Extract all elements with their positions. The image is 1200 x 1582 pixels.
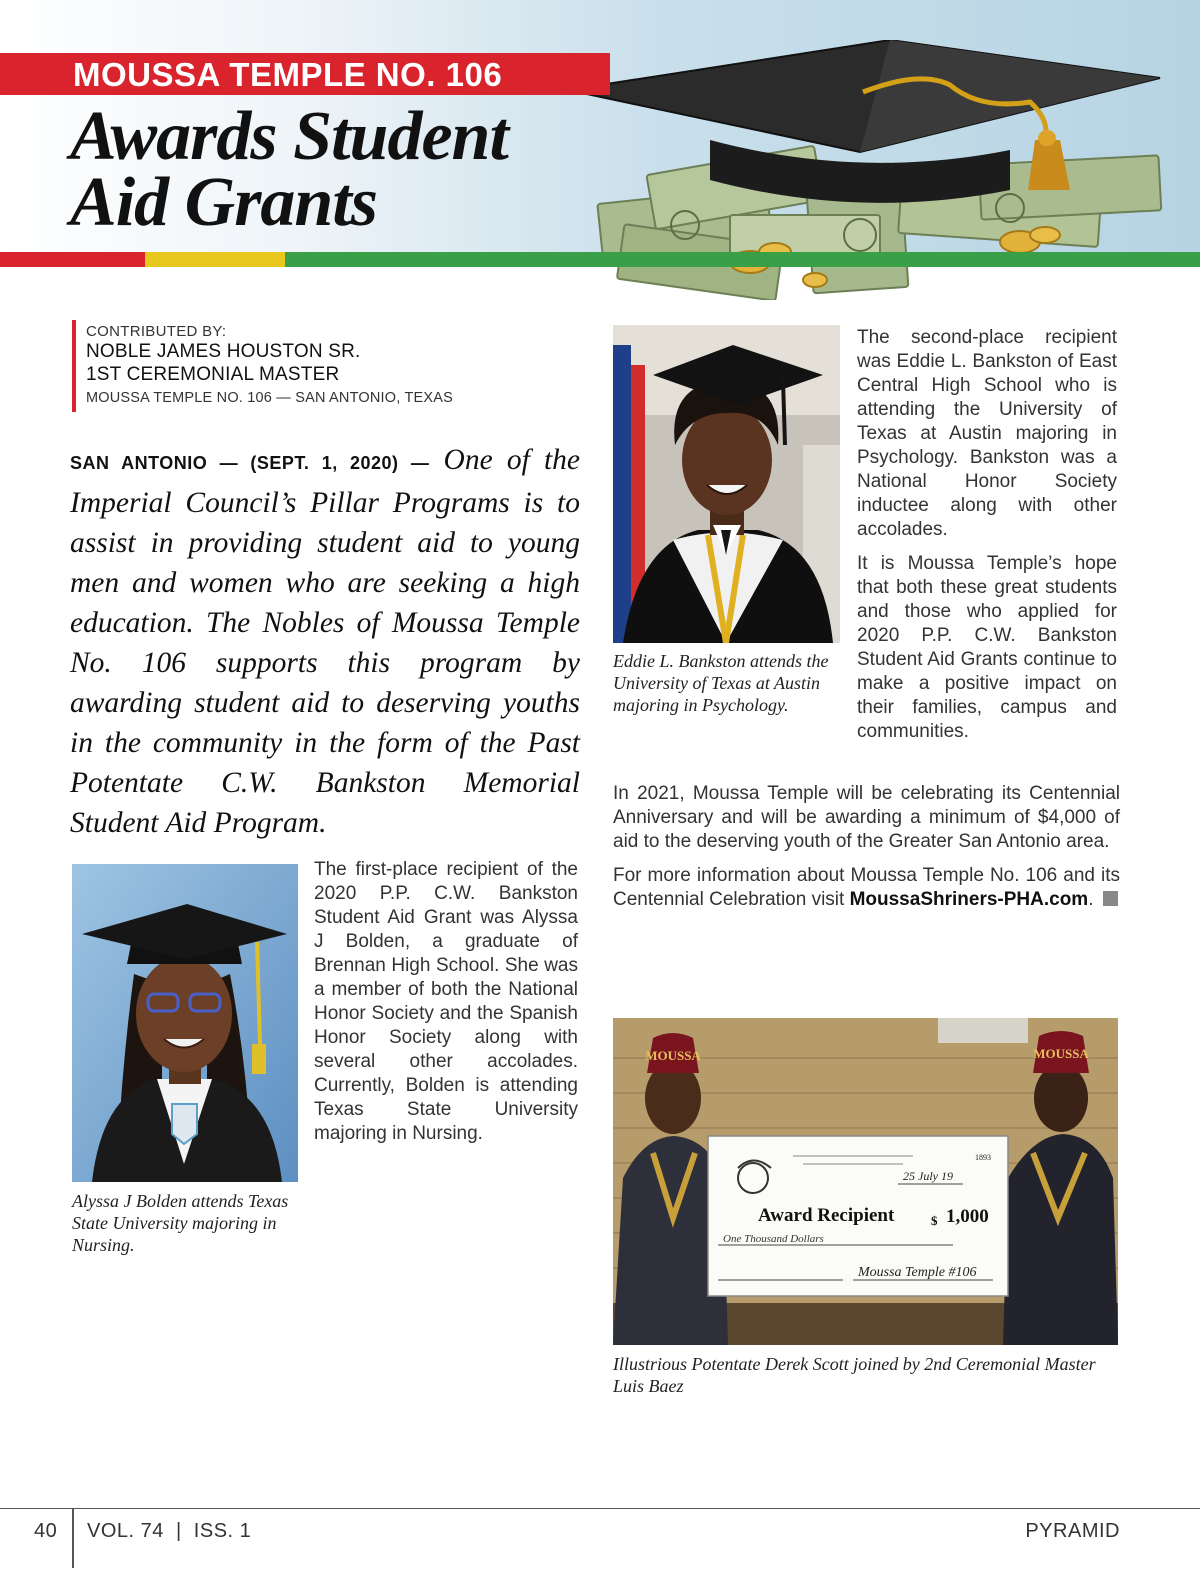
fez-text-right: MOUSSA xyxy=(1033,1046,1089,1061)
check-date: 25 July 19 xyxy=(903,1169,953,1183)
check-number: 1893 xyxy=(975,1153,991,1162)
column-right-wide xyxy=(613,782,1120,912)
red-stripe xyxy=(0,252,145,267)
paragraph-2021: In 2021, Moussa Temple will be celebrating its Centennial Anniversary and will be awarding a minimum of $4,000 of aid to the deserving youth of the Greater San Antonio area. xyxy=(613,783,1120,852)
contributor-byline xyxy=(72,320,453,412)
photo-check-presentation xyxy=(613,1018,1118,1345)
byline-role: 1ST CEREMONIAL MASTER xyxy=(86,364,340,385)
end-mark xyxy=(1103,891,1118,906)
lead-paragraph xyxy=(70,440,580,843)
fez-text-left: MOUSSA xyxy=(645,1048,701,1063)
caption-alyssa: Alyssa J Bolden attends Texas State University majoring in Nursing. xyxy=(72,1191,289,1255)
page-title xyxy=(70,98,630,241)
header-kicker: MOUSSA TEMPLE NO. 106 xyxy=(73,56,503,93)
page-number: 40 xyxy=(34,1520,58,1542)
byline-name: NOBLE JAMES HOUSTON SR. xyxy=(86,341,361,362)
photo-eddie-bankston xyxy=(613,325,840,643)
check-amount: 1,000 xyxy=(946,1206,989,1227)
title-line-2: Aid Grants xyxy=(70,164,378,241)
check-written-amount: One Thousand Dollars xyxy=(723,1233,824,1245)
green-stripe xyxy=(285,252,1200,267)
caption-check: Illustrious Potentate Derek Scott joined by 2nd Ceremonial Master Luis Baez xyxy=(613,1354,1096,1396)
check-signature: Moussa Temple #106 xyxy=(858,1265,977,1280)
footer-rule xyxy=(0,1508,1200,1509)
more-info-text: For more information about Moussa Temple No. 106 and its Centennial Celebration visit xyxy=(613,865,1120,910)
paragraph-more-info xyxy=(613,864,1120,912)
yellow-stripe xyxy=(145,252,285,267)
caption-eddie: Eddie L. Bankston attends the University of Texas at Austin majoring in Psychology. xyxy=(613,651,829,715)
paragraph-hope: It is Moussa Temple’s hope that both these great students and those who applied for 2020 P.P. C.W. Bankston Student Aid Grants continue to make a positive impact on their families, campus and communities. xyxy=(857,553,1117,742)
header-banner xyxy=(0,0,1200,300)
title-line-1: Awards Student xyxy=(70,98,508,175)
byline-location: MOUSSA TEMPLE NO. 106 — SAN ANTONIO, TEXAS xyxy=(86,390,453,406)
footer-divider xyxy=(72,1508,74,1568)
issue-info: VOL. 74 | ISS. 1 xyxy=(87,1520,252,1542)
magazine-name: PYRAMID xyxy=(1025,1520,1120,1542)
byline-label: CONTRIBUTED BY: xyxy=(86,323,227,340)
check-currency: $ xyxy=(931,1213,938,1228)
dateline: SAN ANTONIO — (SEPT. 1, 2020) — xyxy=(70,453,430,473)
paragraph-first-place: The first-place recipient of the 2020 P.P. C.W. Bankston Student Aid Grant was Alyssa J Bolden, a graduate of Brennan High School. She was a member of both the National Honor Society and the Spanish Honor Society along with several other accolades. Currently, Bolden is attending Texas State University majoring in Nursing. xyxy=(314,859,578,1144)
photo-alyssa-bolden xyxy=(72,864,298,1182)
column-right-top xyxy=(857,326,1117,744)
check-title: Award Recipient xyxy=(758,1205,895,1226)
website-link[interactable]: MoussaShriners-PHA.com xyxy=(849,889,1089,910)
paragraph-second-place: The second-place recipient was Eddie L. Bankston of East Central High School who is attending the University of Texas at Austin majoring in Psychology. Bankston was a National Honor Society inductee along with other accolades. xyxy=(857,327,1117,540)
link-period: . xyxy=(1088,889,1094,910)
lead-text: One of the Imperial Council’s Pillar Programs is to assist in providing student aid to young men and women who are seeking a high education. The Nobles of Moussa Temple No. 106 supports this program by awarding student aid to deserving youths in the community in the form of the Past Potentate C.W. Bankston Memorial Student Aid Program. xyxy=(70,444,581,839)
